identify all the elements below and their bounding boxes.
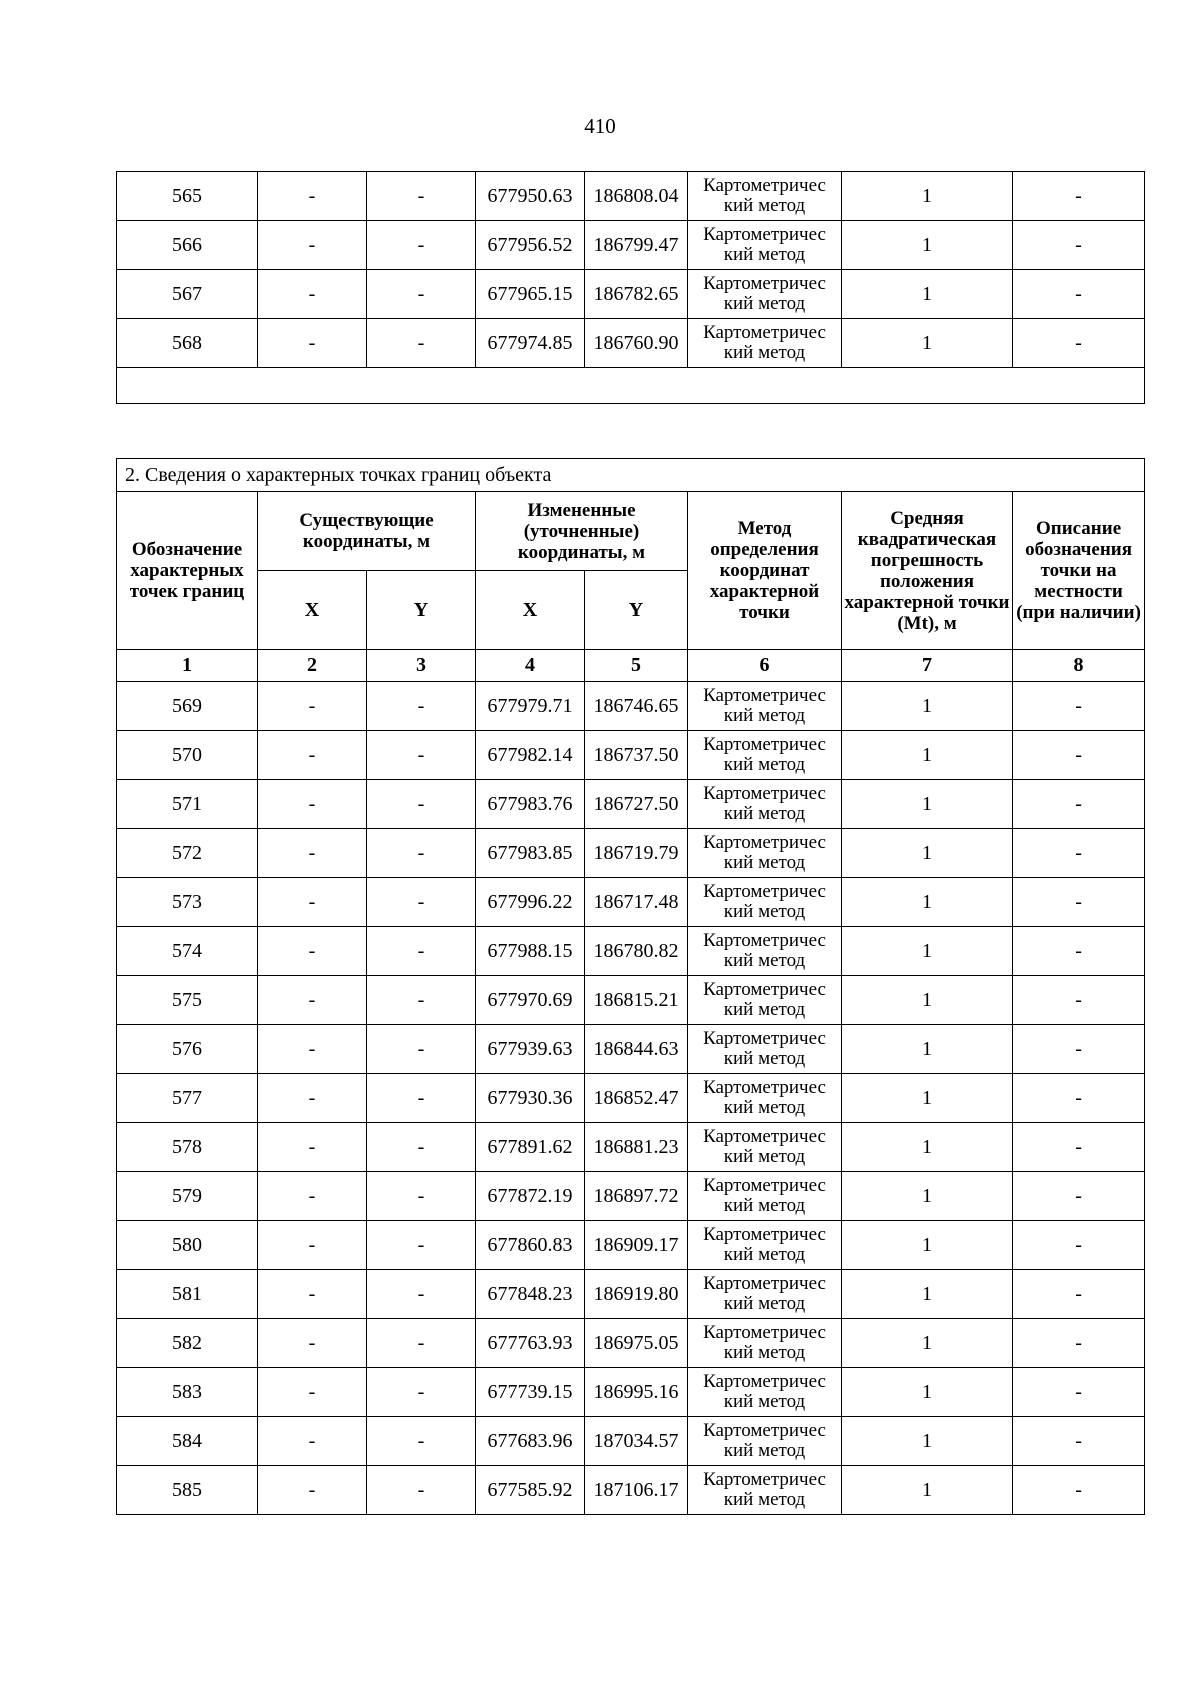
y-cell: 187034.57 (585, 1417, 688, 1466)
section-title-row (117, 459, 1145, 492)
point-cell: 574 (117, 927, 258, 976)
y-cell: 186844.63 (585, 1025, 688, 1074)
point-cell: 576 (117, 1025, 258, 1074)
existing-y-cell: - (367, 829, 476, 878)
point-cell: 567 (117, 270, 258, 319)
boundary-points-table (116, 458, 1145, 1515)
description-cell: - (1013, 1270, 1145, 1319)
description-cell: - (1013, 1466, 1145, 1515)
x-cell: 677939.63 (476, 1025, 585, 1074)
column-number: 8 (1013, 650, 1145, 682)
y-cell: 186737.50 (585, 731, 688, 780)
point-cell: 575 (117, 976, 258, 1025)
y-cell: 187106.17 (585, 1466, 688, 1515)
mt-cell: 1 (842, 319, 1013, 368)
existing-x-cell: - (258, 319, 367, 368)
table-row (117, 1025, 1145, 1074)
mt-cell: 1 (842, 878, 1013, 927)
existing-x-cell: - (258, 682, 367, 731)
table-row (117, 1074, 1145, 1123)
point-cell: 568 (117, 319, 258, 368)
x-cell: 677860.83 (476, 1221, 585, 1270)
existing-x-cell: - (258, 1074, 367, 1123)
table-row (117, 1221, 1145, 1270)
description-cell: - (1013, 682, 1145, 731)
x-cell: 677965.15 (476, 270, 585, 319)
method-cell: Картометричес кий метод (688, 927, 842, 976)
method-cell: Картометричес кий метод (688, 731, 842, 780)
point-cell: 571 (117, 780, 258, 829)
x-cell: 677956.52 (476, 221, 585, 270)
table-row (117, 1466, 1145, 1515)
table-row (117, 1368, 1145, 1417)
x-cell: 677996.22 (476, 878, 585, 927)
x-cell: 677950.63 (476, 172, 585, 221)
mt-cell: 1 (842, 1074, 1013, 1123)
method-cell: Картометричес кий метод (688, 270, 842, 319)
description-cell: - (1013, 1221, 1145, 1270)
y-cell: 186782.65 (585, 270, 688, 319)
method-cell: Картометричес кий метод (688, 1221, 842, 1270)
method-cell: Картометричес кий метод (688, 878, 842, 927)
description-cell: - (1013, 878, 1145, 927)
existing-y-cell: - (367, 221, 476, 270)
point-cell: 578 (117, 1123, 258, 1172)
point-cell: 580 (117, 1221, 258, 1270)
y-cell: 186975.05 (585, 1319, 688, 1368)
table-row (117, 731, 1145, 780)
existing-x-cell: - (258, 1466, 367, 1515)
y-cell: 186897.72 (585, 1172, 688, 1221)
header-changed-y: Y (585, 571, 688, 650)
description-cell: - (1013, 1123, 1145, 1172)
existing-x-cell: - (258, 976, 367, 1025)
table-row (117, 1270, 1145, 1319)
method-cell: Картометричес кий метод (688, 221, 842, 270)
method-cell: Картометричес кий метод (688, 319, 842, 368)
coordinates-table-continued (116, 171, 1145, 404)
x-cell: 677970.69 (476, 976, 585, 1025)
x-cell: 677683.96 (476, 1417, 585, 1466)
existing-x-cell: - (258, 1025, 367, 1074)
mt-cell: 1 (842, 172, 1013, 221)
existing-y-cell: - (367, 927, 476, 976)
description-cell: - (1013, 1319, 1145, 1368)
x-cell: 677872.19 (476, 1172, 585, 1221)
section-title: 2. Сведения о характерных точках границ объекта (117, 459, 1145, 492)
table-row (117, 682, 1145, 731)
description-cell: - (1013, 270, 1145, 319)
y-cell: 186746.65 (585, 682, 688, 731)
existing-x-cell: - (258, 1368, 367, 1417)
point-cell: 573 (117, 878, 258, 927)
x-cell: 677982.14 (476, 731, 585, 780)
mt-cell: 1 (842, 1368, 1013, 1417)
header-changed-coordinates: Измененные (уточненные) координаты, м (476, 492, 688, 571)
existing-x-cell: - (258, 1319, 367, 1368)
mt-cell: 1 (842, 1025, 1013, 1074)
y-cell: 186919.80 (585, 1270, 688, 1319)
x-cell: 677585.92 (476, 1466, 585, 1515)
column-number: 2 (258, 650, 367, 682)
header-changed-x: X (476, 571, 585, 650)
x-cell: 677891.62 (476, 1123, 585, 1172)
existing-y-cell: - (367, 976, 476, 1025)
x-cell: 677848.23 (476, 1270, 585, 1319)
x-cell: 677763.93 (476, 1319, 585, 1368)
existing-x-cell: - (258, 731, 367, 780)
point-cell: 583 (117, 1368, 258, 1417)
y-cell: 186760.90 (585, 319, 688, 368)
description-cell: - (1013, 172, 1145, 221)
page-number: 410 (584, 114, 616, 138)
existing-y-cell: - (367, 780, 476, 829)
existing-y-cell: - (367, 878, 476, 927)
method-cell: Картометричес кий метод (688, 1025, 842, 1074)
description-cell: - (1013, 221, 1145, 270)
point-cell: 581 (117, 1270, 258, 1319)
header-description: Описание обозначения точки на местности (при наличии) (1013, 492, 1145, 650)
existing-x-cell: - (258, 1123, 367, 1172)
table1-empty-row (117, 368, 1145, 404)
y-cell: 186815.21 (585, 976, 688, 1025)
mt-cell: 1 (842, 270, 1013, 319)
point-cell: 579 (117, 1172, 258, 1221)
mt-cell: 1 (842, 1221, 1013, 1270)
existing-x-cell: - (258, 172, 367, 221)
column-number: 5 (585, 650, 688, 682)
table-row (117, 172, 1145, 221)
point-cell: 572 (117, 829, 258, 878)
existing-y-cell: - (367, 319, 476, 368)
header-mt: Средняя квадратическая погрешность положения характерной точки (Mt), м (842, 492, 1013, 650)
method-cell: Картометричес кий метод (688, 829, 842, 878)
header-existing-y: Y (367, 571, 476, 650)
y-cell: 186995.16 (585, 1368, 688, 1417)
existing-x-cell: - (258, 1270, 367, 1319)
header-method: Метод определения координат характерной точки (688, 492, 842, 650)
description-cell: - (1013, 1074, 1145, 1123)
existing-y-cell: - (367, 1417, 476, 1466)
existing-x-cell: - (258, 221, 367, 270)
existing-y-cell: - (367, 1368, 476, 1417)
table-row (117, 927, 1145, 976)
mt-cell: 1 (842, 1172, 1013, 1221)
column-number: 6 (688, 650, 842, 682)
x-cell: 677979.71 (476, 682, 585, 731)
existing-x-cell: - (258, 780, 367, 829)
method-cell: Картометричес кий метод (688, 780, 842, 829)
header-existing-coordinates: Существующие координаты, м (258, 492, 476, 571)
column-number: 4 (476, 650, 585, 682)
existing-x-cell: - (258, 1221, 367, 1270)
table-row (117, 221, 1145, 270)
table-row (117, 1417, 1145, 1466)
mt-cell: 1 (842, 1417, 1013, 1466)
existing-y-cell: - (367, 731, 476, 780)
existing-x-cell: - (258, 878, 367, 927)
column-number: 7 (842, 650, 1013, 682)
x-cell: 677974.85 (476, 319, 585, 368)
existing-x-cell: - (258, 270, 367, 319)
method-cell: Картометричес кий метод (688, 1074, 842, 1123)
y-cell: 186852.47 (585, 1074, 688, 1123)
table2-body (117, 682, 1145, 1515)
point-cell: 577 (117, 1074, 258, 1123)
existing-y-cell: - (367, 682, 476, 731)
table-row (117, 319, 1145, 368)
existing-y-cell: - (367, 1025, 476, 1074)
description-cell: - (1013, 1172, 1145, 1221)
point-cell: 569 (117, 682, 258, 731)
existing-y-cell: - (367, 270, 476, 319)
x-cell: 677983.76 (476, 780, 585, 829)
method-cell: Картометричес кий метод (688, 1417, 842, 1466)
point-cell: 565 (117, 172, 258, 221)
mt-cell: 1 (842, 221, 1013, 270)
mt-cell: 1 (842, 976, 1013, 1025)
x-cell: 677739.15 (476, 1368, 585, 1417)
table-row (117, 1319, 1145, 1368)
mt-cell: 1 (842, 682, 1013, 731)
column-number: 3 (367, 650, 476, 682)
y-cell: 186799.47 (585, 221, 688, 270)
header-row-1 (117, 492, 1145, 571)
point-cell: 585 (117, 1466, 258, 1515)
table-row (117, 1172, 1145, 1221)
point-cell: 584 (117, 1417, 258, 1466)
description-cell: - (1013, 1368, 1145, 1417)
description-cell: - (1013, 1025, 1145, 1074)
table-row (117, 976, 1145, 1025)
mt-cell: 1 (842, 731, 1013, 780)
method-cell: Картометричес кий метод (688, 1319, 842, 1368)
method-cell: Картометричес кий метод (688, 1270, 842, 1319)
y-cell: 186881.23 (585, 1123, 688, 1172)
existing-y-cell: - (367, 1466, 476, 1515)
existing-x-cell: - (258, 927, 367, 976)
method-cell: Картометричес кий метод (688, 1368, 842, 1417)
description-cell: - (1013, 829, 1145, 878)
description-cell: - (1013, 319, 1145, 368)
table-row (117, 878, 1145, 927)
y-cell: 186808.04 (585, 172, 688, 221)
y-cell: 186727.50 (585, 780, 688, 829)
y-cell: 186719.79 (585, 829, 688, 878)
empty-cell (117, 368, 1145, 404)
mt-cell: 1 (842, 1319, 1013, 1368)
table-row (117, 780, 1145, 829)
existing-y-cell: - (367, 1270, 476, 1319)
mt-cell: 1 (842, 1466, 1013, 1515)
column-number-row (117, 650, 1145, 682)
description-cell: - (1013, 731, 1145, 780)
header-existing-x: X (258, 571, 367, 650)
description-cell: - (1013, 1417, 1145, 1466)
description-cell: - (1013, 927, 1145, 976)
table-row (117, 1123, 1145, 1172)
existing-y-cell: - (367, 1123, 476, 1172)
method-cell: Картометричес кий метод (688, 1172, 842, 1221)
existing-y-cell: - (367, 1172, 476, 1221)
table-row (117, 829, 1145, 878)
mt-cell: 1 (842, 780, 1013, 829)
point-cell: 570 (117, 731, 258, 780)
x-cell: 677930.36 (476, 1074, 585, 1123)
existing-y-cell: - (367, 1319, 476, 1368)
mt-cell: 1 (842, 829, 1013, 878)
table-row (117, 270, 1145, 319)
method-cell: Картометричес кий метод (688, 1123, 842, 1172)
y-cell: 186717.48 (585, 878, 688, 927)
existing-x-cell: - (258, 829, 367, 878)
existing-y-cell: - (367, 1074, 476, 1123)
existing-y-cell: - (367, 172, 476, 221)
header-point: Обозначение характерных точек границ (117, 492, 258, 650)
point-cell: 582 (117, 1319, 258, 1368)
method-cell: Картометричес кий метод (688, 976, 842, 1025)
mt-cell: 1 (842, 1270, 1013, 1319)
description-cell: - (1013, 780, 1145, 829)
point-cell: 566 (117, 221, 258, 270)
y-cell: 186909.17 (585, 1221, 688, 1270)
x-cell: 677983.85 (476, 829, 585, 878)
table1-body (117, 172, 1145, 368)
column-number: 1 (117, 650, 258, 682)
existing-x-cell: - (258, 1417, 367, 1466)
mt-cell: 1 (842, 927, 1013, 976)
existing-y-cell: - (367, 1221, 476, 1270)
method-cell: Картометричес кий метод (688, 172, 842, 221)
method-cell: Картометричес кий метод (688, 682, 842, 731)
description-cell: - (1013, 976, 1145, 1025)
mt-cell: 1 (842, 1123, 1013, 1172)
method-cell: Картометричес кий метод (688, 1466, 842, 1515)
existing-x-cell: - (258, 1172, 367, 1221)
x-cell: 677988.15 (476, 927, 585, 976)
y-cell: 186780.82 (585, 927, 688, 976)
